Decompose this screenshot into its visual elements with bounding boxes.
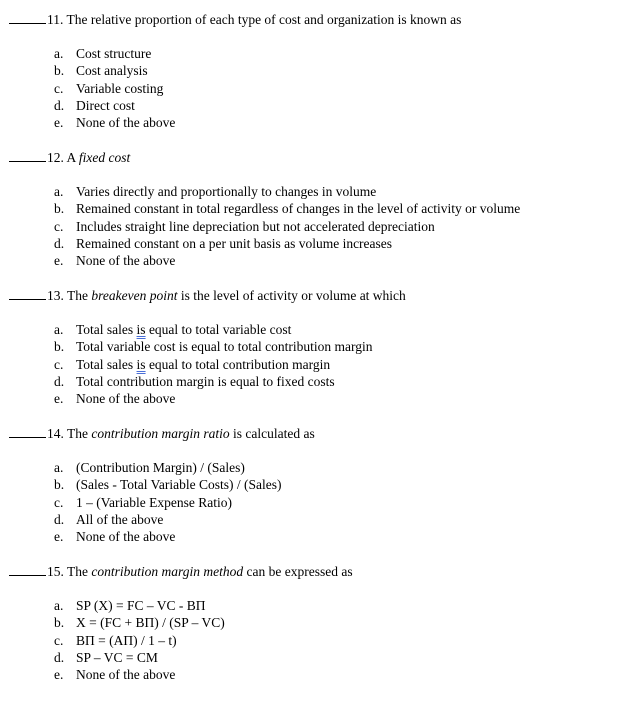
answer-blank[interactable]: [9, 149, 46, 162]
question-stem: [9, 563, 353, 579]
option-text: (Sales - Total Variable Costs) / (Sales): [76, 477, 282, 493]
option-text: Total sales: [76, 356, 137, 372]
option-list: [54, 321, 373, 407]
option-text: None of the above: [76, 667, 176, 683]
option-b: [54, 200, 520, 217]
option-text: equal to total variable cost: [145, 322, 292, 337]
option-d: [54, 649, 225, 666]
option-b: [54, 62, 175, 79]
option-e: [54, 114, 175, 131]
option-text: Includes straight line depreciation but not accelerated depreciation: [76, 218, 435, 234]
option-c: [54, 632, 225, 649]
option-c: [54, 494, 282, 511]
option-e: [54, 528, 282, 545]
option-letter: a.: [54, 322, 64, 337]
option-letter: b.: [54, 339, 65, 355]
option-letter: d.: [54, 511, 65, 527]
option-b: [54, 476, 282, 493]
option-letter: a.: [54, 460, 64, 475]
stem-text: The: [67, 564, 92, 579]
stem-term: contribution margin method: [91, 564, 244, 579]
stem-text: A: [66, 150, 79, 165]
option-letter: b.: [54, 201, 65, 217]
option-a: [54, 459, 282, 476]
option-d: [54, 373, 373, 390]
option-letter: b.: [54, 63, 65, 79]
option-letter: b.: [54, 615, 65, 631]
option-letter: c.: [54, 80, 64, 96]
stem-text: The: [67, 426, 92, 441]
option-d: [54, 235, 520, 252]
grammar-marked-word: is: [136, 356, 146, 372]
stem-text: is the level of activity or volume at which: [177, 288, 406, 303]
stem-text: The: [67, 288, 92, 303]
option-list: [54, 597, 225, 683]
question-stem: [9, 149, 130, 165]
option-letter: c.: [54, 356, 64, 372]
question-stem: [9, 287, 406, 303]
option-text: None of the above: [76, 253, 176, 269]
option-text: SP (X) = FC – VC - BΠ: [76, 598, 206, 613]
option-letter: a.: [54, 46, 64, 61]
answer-blank[interactable]: [9, 11, 46, 24]
option-c: [54, 80, 175, 97]
stem-text: can be expressed as: [243, 564, 353, 579]
option-letter: d.: [54, 235, 65, 251]
option-letter: d.: [54, 649, 65, 665]
question-stem: [9, 11, 461, 27]
question-number: 11.: [47, 12, 64, 27]
option-text: None of the above: [76, 115, 176, 131]
option-letter: a.: [54, 598, 64, 613]
option-text: Cost structure: [76, 46, 152, 61]
option-text: Total variable cost is equal to total contribution margin: [76, 339, 373, 355]
option-letter: d.: [54, 97, 65, 113]
option-letter: b.: [54, 477, 65, 493]
option-b: [54, 338, 373, 355]
option-text: Direct cost: [76, 97, 135, 113]
option-e: [54, 666, 225, 683]
option-list: [54, 459, 282, 545]
option-text: X = (FC + BΠ) / (SP – VC): [76, 615, 225, 631]
stem-text: is calculated as: [229, 426, 315, 441]
question-number: 12.: [47, 150, 64, 165]
option-text: Total contribution margin is equal to fixed costs: [76, 373, 335, 389]
option-letter: e.: [54, 529, 64, 545]
option-text: Variable costing: [76, 80, 164, 96]
option-text: Varies directly and proportionally to changes in volume: [76, 184, 377, 199]
option-d: [54, 511, 282, 528]
stem-term: fixed cost: [78, 150, 131, 165]
option-text: Cost analysis: [76, 63, 148, 79]
option-text: Remained constant in total regardless of changes in the level of activity or volume: [76, 201, 521, 217]
option-letter: e.: [54, 115, 64, 131]
option-letter: d.: [54, 373, 65, 389]
option-e: [54, 390, 373, 407]
answer-blank[interactable]: [9, 425, 46, 438]
option-text: SP – VC = CM: [76, 649, 158, 665]
option-a: [54, 45, 175, 62]
option-text: None of the above: [76, 391, 176, 407]
option-b: [54, 614, 225, 631]
option-letter: e.: [54, 667, 64, 683]
grammar-marked-word: is: [136, 322, 146, 337]
option-letter: c.: [54, 218, 64, 234]
question-number: 13.: [47, 288, 64, 303]
option-list: [54, 183, 520, 269]
option-text: Total sales: [76, 322, 137, 337]
option-text: Remained constant on a per unit basis as volume increases: [76, 235, 393, 251]
option-list: [54, 45, 175, 131]
answer-blank[interactable]: [9, 287, 46, 300]
stem-term: contribution margin ratio: [91, 426, 230, 441]
question-number: 14.: [47, 426, 64, 441]
option-text: (Contribution Margin) / (Sales): [76, 460, 245, 475]
option-a: [54, 183, 520, 200]
option-a: [54, 321, 373, 338]
option-letter: c.: [54, 632, 64, 648]
option-letter: e.: [54, 253, 64, 269]
option-text: All of the above: [76, 511, 164, 527]
stem-text: The relative proportion of each type of cost and organization is known as: [66, 12, 462, 27]
option-a: [54, 597, 225, 614]
option-text: 1 – (Variable Expense Ratio): [76, 494, 232, 510]
option-letter: a.: [54, 184, 64, 199]
option-letter: c.: [54, 494, 64, 510]
option-c: [54, 356, 373, 373]
option-text: equal to total contribution margin: [145, 356, 331, 372]
option-text: None of the above: [76, 529, 176, 545]
question-number: 15.: [47, 564, 64, 579]
option-c: [54, 218, 520, 235]
question-stem: [9, 425, 315, 441]
option-text: BΠ = (AΠ) / 1 – t): [76, 632, 177, 648]
option-e: [54, 252, 520, 269]
stem-term: breakeven point: [91, 288, 178, 303]
answer-blank[interactable]: [9, 563, 46, 576]
option-letter: e.: [54, 391, 64, 407]
option-d: [54, 97, 175, 114]
